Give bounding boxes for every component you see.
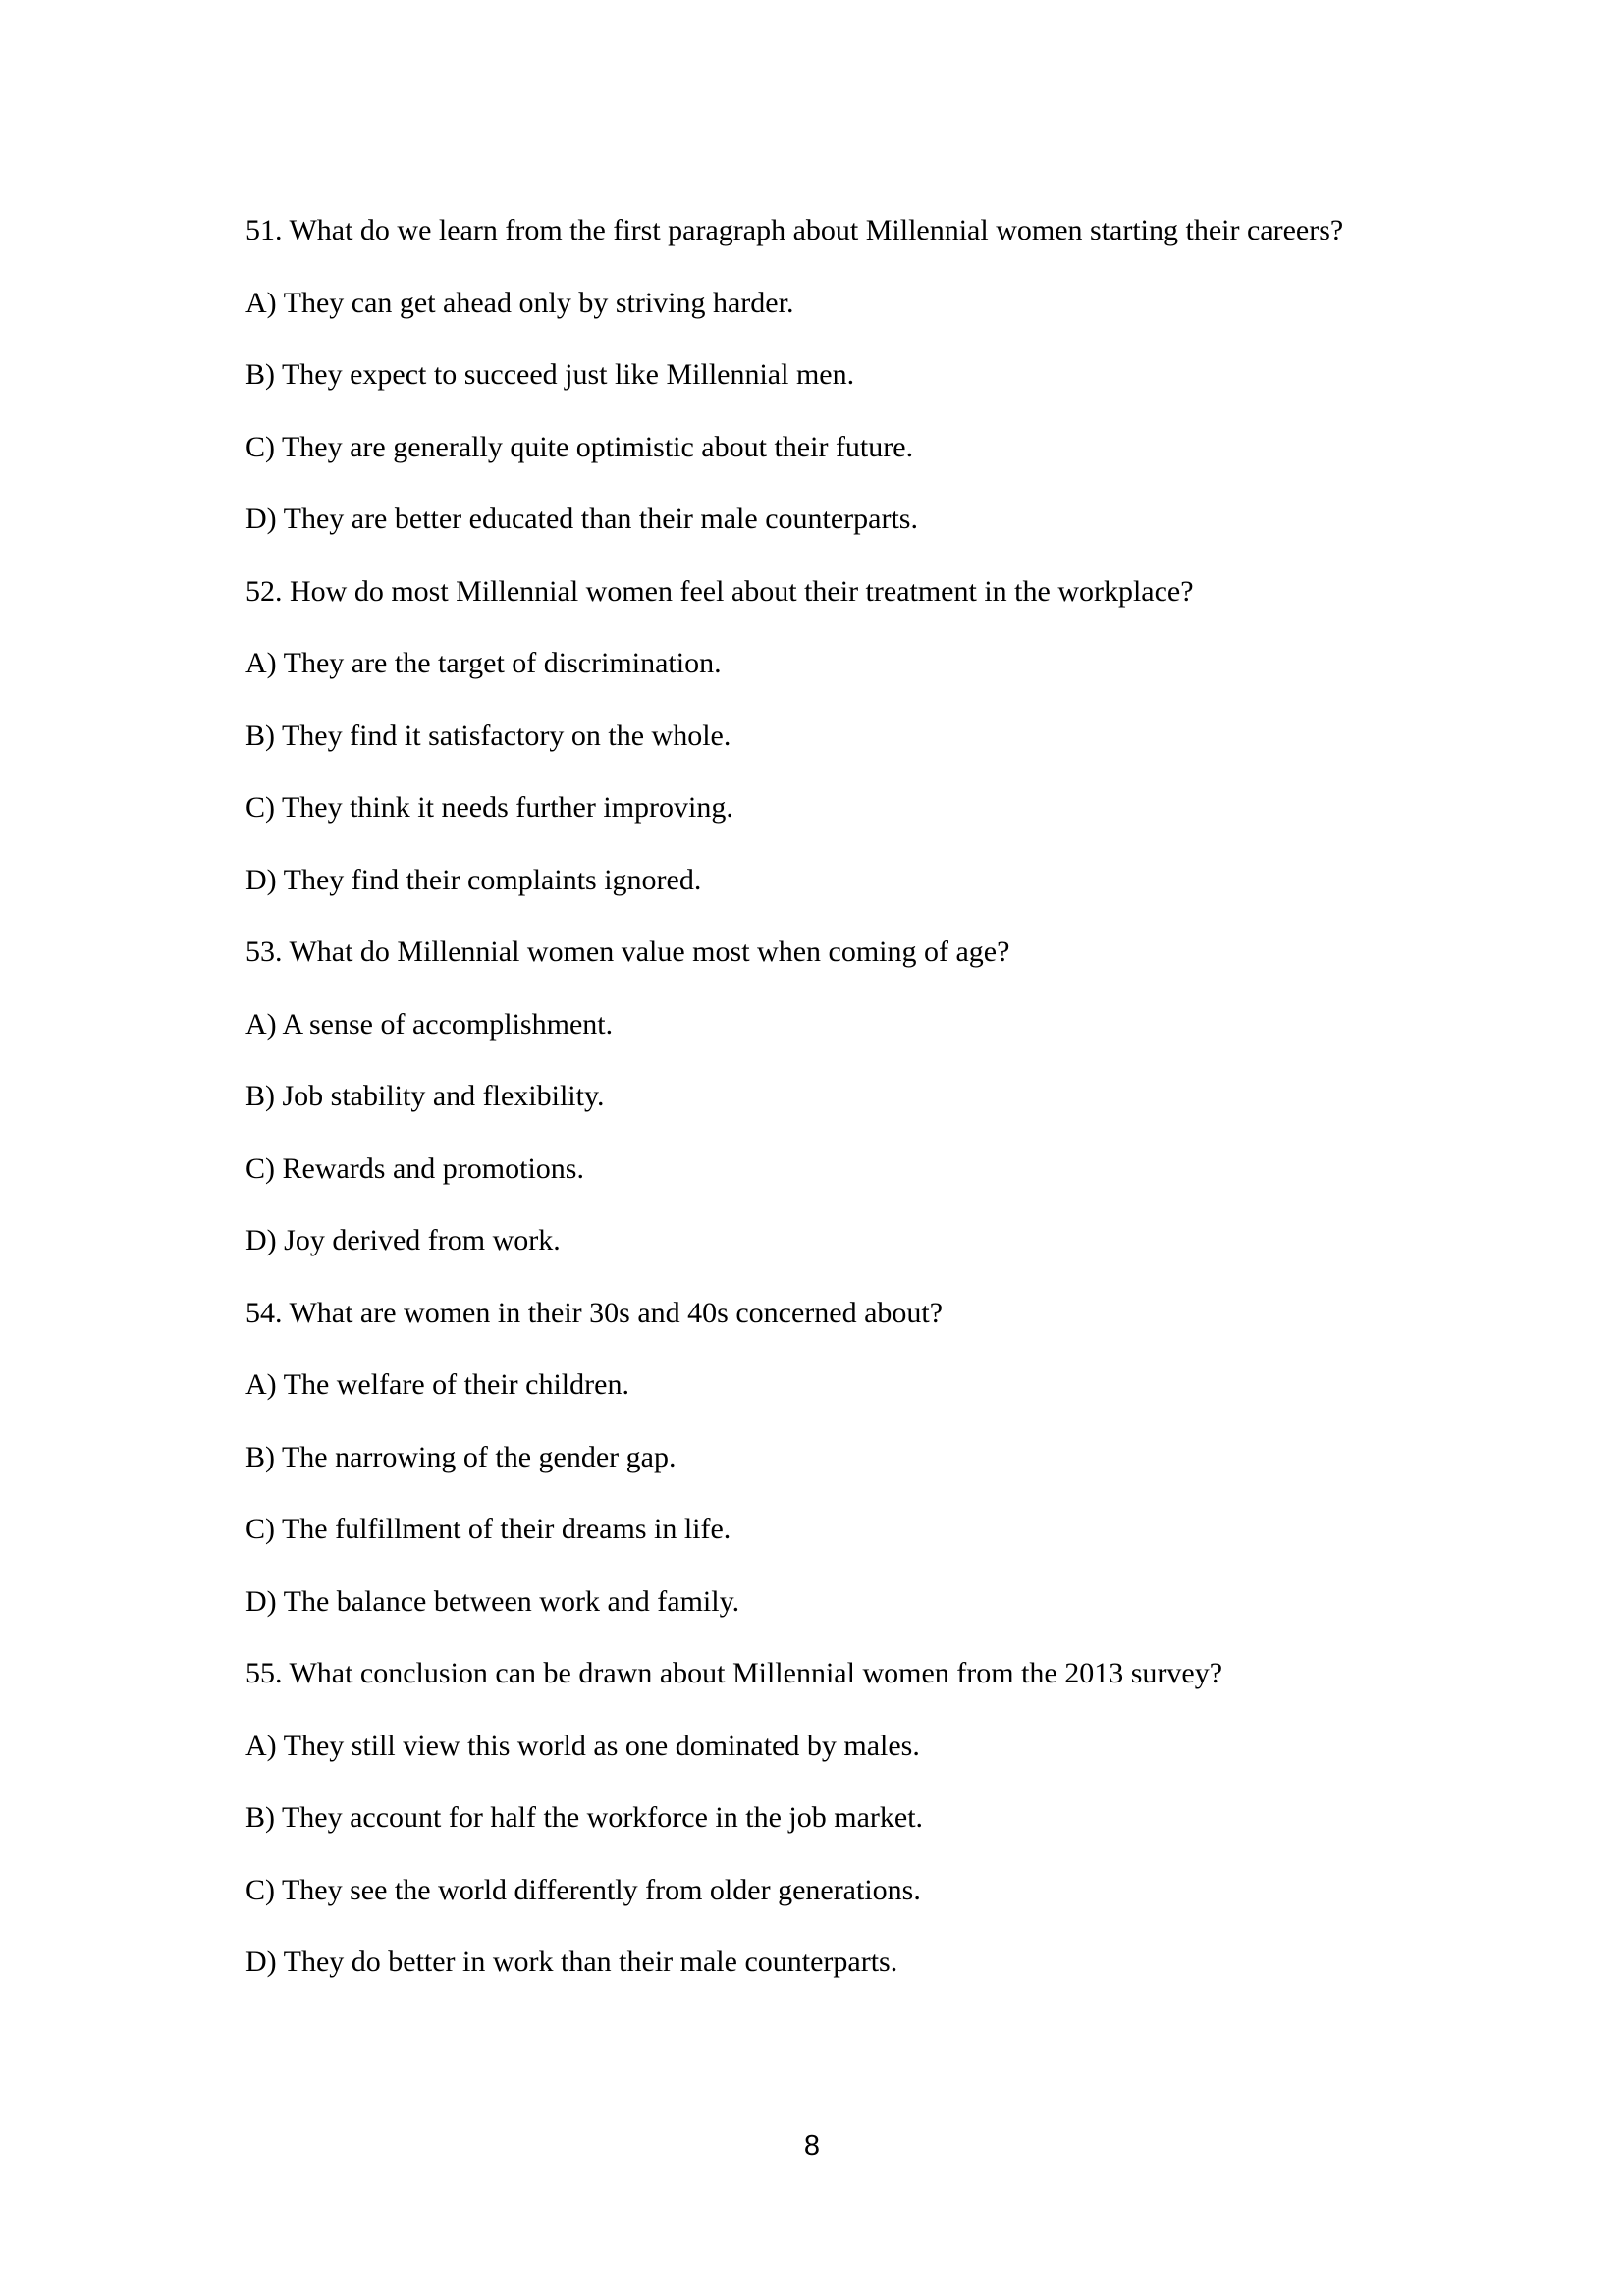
question-54-option-c: C) The fulfillment of their dreams in life. <box>245 1513 731 1545</box>
question-52-option-c: C) They think it needs further improving. <box>245 791 733 824</box>
question-53-text: 53. What do Millennial women value most when coming of age? <box>245 935 1010 968</box>
question-54-option-b: B) The narrowing of the gender gap. <box>245 1440 677 1473</box>
question-54-option-d: D) The balance between work and family. <box>245 1584 740 1618</box>
question-55-option-b: B) They account for half the workforce in the job market. <box>245 1801 924 1834</box>
question-55-option-a: A) They still view this world as one dominated by males. <box>245 1729 920 1762</box>
question-53-option-a: A) A sense of accomplishment. <box>245 1007 614 1041</box>
question-51-option-d: D) They are better educated than their male counterparts. <box>245 503 918 535</box>
question-52-option-b: B) They find it satisfactory on the whole. <box>245 719 731 752</box>
question-55-option-c: C) They see the world differently from older generations. <box>245 1873 921 1906</box>
question-55-option-d: D) They do better in work than their male counterparts. <box>245 1946 898 1978</box>
question-51-text: 51. What do we learn from the first paragraph about Millennial women starting their careers? <box>245 214 1344 246</box>
question-54-option-a: A) The welfare of their children. <box>245 1368 629 1401</box>
question-52-text: 52. How do most Millennial women feel about their treatment in the workplace? <box>245 574 1194 608</box>
question-51-option-b: B) They expect to succeed just like Millennial men. <box>245 358 855 391</box>
question-55-text: 55. What conclusion can be drawn about Millennial women from the 2013 survey? <box>245 1657 1223 1689</box>
question-53-option-b: B) Job stability and flexibility. <box>245 1080 605 1112</box>
question-53-option-c: C) Rewards and promotions. <box>245 1151 584 1185</box>
questions-block <box>245 194 1343 1999</box>
question-52-option-d: D) They find their complaints ignored. <box>245 863 702 896</box>
question-53-option-d: D) Joy derived from work. <box>245 1224 561 1256</box>
page-number: 8 <box>803 2130 821 2162</box>
question-54-text: 54. What are women in their 30s and 40s concerned about? <box>245 1296 944 1329</box>
question-52-option-a: A) They are the target of discrimination. <box>245 647 722 679</box>
question-51-option-a: A) They can get ahead only by striving harder. <box>245 286 794 319</box>
question-51-option-c: C) They are generally quite optimistic about their future. <box>245 430 914 463</box>
